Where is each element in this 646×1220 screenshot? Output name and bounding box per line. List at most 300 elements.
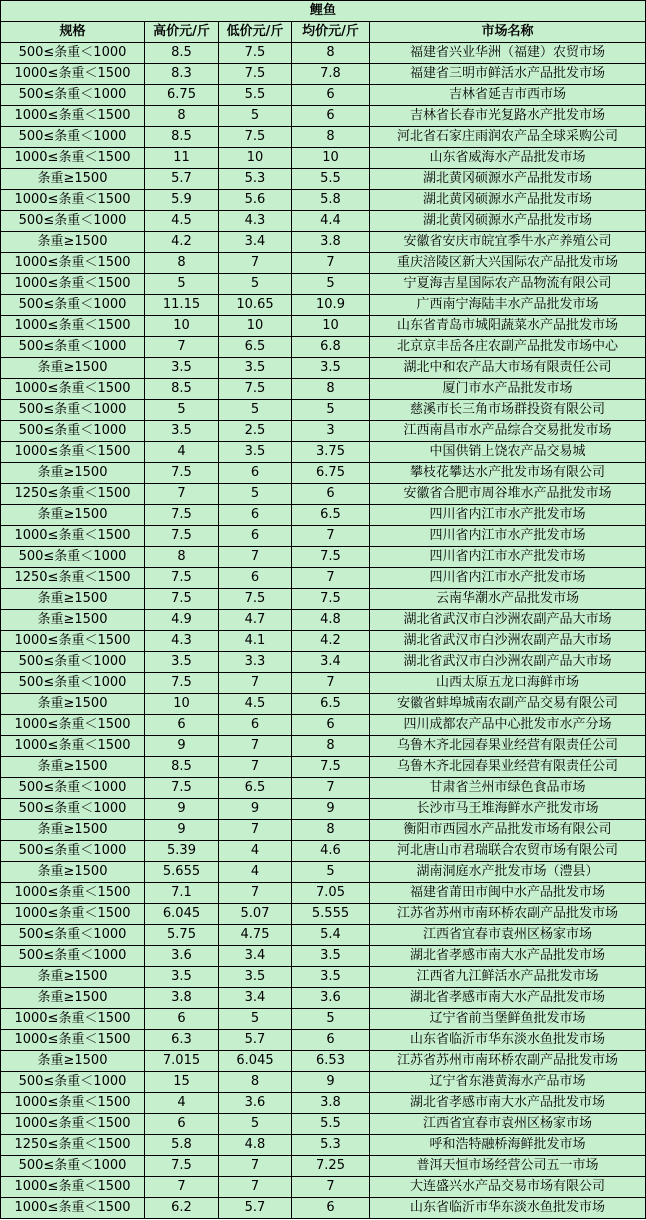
spec-cell: 条重≥1500: [1, 1051, 145, 1072]
low-price-cell: 6: [219, 526, 292, 547]
market-name-cell: 呼和浩特融桥海鲜批发市场: [370, 1135, 646, 1156]
avg-price-cell: 6: [292, 1198, 370, 1219]
avg-price-cell: 3.6: [292, 988, 370, 1009]
table-row: [1, 505, 646, 526]
spec-cell: 500≤条重＜1000: [1, 673, 145, 694]
high-price-cell: 10: [145, 694, 219, 715]
low-price-cell: 6: [219, 568, 292, 589]
table-row: [1, 1114, 646, 1135]
high-price-cell: 8.5: [145, 379, 219, 400]
avg-price-cell: 7: [292, 526, 370, 547]
spec-cell: 500≤条重＜1000: [1, 211, 145, 232]
low-price-cell: 6.045: [219, 1051, 292, 1072]
high-price-cell: 8.5: [145, 127, 219, 148]
market-name-cell: 云南华潮水产品批发市场: [370, 589, 646, 610]
low-price-cell: 7.5: [219, 64, 292, 85]
avg-price-cell: 5.5: [292, 169, 370, 190]
avg-price-cell: 5: [292, 274, 370, 295]
high-price-cell: 7.1: [145, 883, 219, 904]
table-row: [1, 274, 646, 295]
table-row: [1, 1198, 646, 1219]
table-row: [1, 673, 646, 694]
low-price-cell: 7: [219, 673, 292, 694]
high-price-cell: 3.5: [145, 967, 219, 988]
avg-price-cell: 3.5: [292, 946, 370, 967]
table-row: [1, 64, 646, 85]
low-price-cell: 3.4: [219, 232, 292, 253]
spec-cell: 500≤条重＜1000: [1, 925, 145, 946]
avg-price-cell: 7: [292, 1177, 370, 1198]
market-name-cell: 安徽省合肥市周谷堆水产品批发市场: [370, 484, 646, 505]
market-name-cell: 湖北黄冈硕源水产品批发市场: [370, 211, 646, 232]
spec-cell: 500≤条重＜1000: [1, 85, 145, 106]
avg-price-cell: 7.5: [292, 547, 370, 568]
low-price-cell: 5: [219, 1009, 292, 1030]
avg-price-cell: 3.4: [292, 652, 370, 673]
avg-price-cell: 5: [292, 862, 370, 883]
avg-price-cell: 6.5: [292, 694, 370, 715]
low-price-cell: 5: [219, 1114, 292, 1135]
low-price-cell: 10.65: [219, 295, 292, 316]
spec-cell: 1000≤条重＜1500: [1, 274, 145, 295]
spec-cell: 500≤条重＜1000: [1, 547, 145, 568]
low-price-cell: 7: [219, 547, 292, 568]
high-price-cell: 6: [145, 715, 219, 736]
low-price-cell: 3.3: [219, 652, 292, 673]
avg-price-cell: 8: [292, 43, 370, 64]
high-price-cell: 7.5: [145, 673, 219, 694]
market-name-cell: 江西省宜春市袁州区杨家市场: [370, 1114, 646, 1135]
low-price-cell: 5: [219, 400, 292, 421]
spec-cell: 条重≥1500: [1, 169, 145, 190]
high-price-cell: 6: [145, 1009, 219, 1030]
low-price-cell: 6.5: [219, 337, 292, 358]
market-name-cell: 四川成都农产品中心批发市水产分场: [370, 715, 646, 736]
low-price-cell: 3.5: [219, 358, 292, 379]
low-price-cell: 4.1: [219, 631, 292, 652]
high-price-cell: 3.6: [145, 946, 219, 967]
table-row: [1, 1072, 646, 1093]
avg-price-cell: 8: [292, 127, 370, 148]
avg-price-cell: 4.4: [292, 211, 370, 232]
avg-price-cell: 3.8: [292, 1093, 370, 1114]
low-price-cell: 7: [219, 883, 292, 904]
high-price-cell: 4: [145, 442, 219, 463]
table-row: [1, 148, 646, 169]
spec-cell: 1000≤条重＜1500: [1, 1198, 145, 1219]
market-name-cell: 甘肃省兰州市绿色食品市场: [370, 778, 646, 799]
avg-price-cell: 7.25: [292, 1156, 370, 1177]
market-name-cell: 河北省石家庄雨润农产品全球采购公司: [370, 127, 646, 148]
market-name-cell: 湖南洞庭水产批发市场（澧县）: [370, 862, 646, 883]
avg-price-cell: 3.8: [292, 232, 370, 253]
avg-price-cell: 6: [292, 85, 370, 106]
spec-cell: 1000≤条重＜1500: [1, 316, 145, 337]
market-name-cell: 江西省宜春市袁州区杨家市场: [370, 925, 646, 946]
market-name-cell: 福建省三明市鲜活水产品批发市场: [370, 64, 646, 85]
avg-price-cell: 7: [292, 673, 370, 694]
market-name-cell: 辽宁省前当堡鲜鱼批发市场: [370, 1009, 646, 1030]
table-row: [1, 106, 646, 127]
market-name-cell: 衡阳市西园水产品批发市场有限公司: [370, 820, 646, 841]
high-price-cell: 9: [145, 799, 219, 820]
low-price-cell: 5.7: [219, 1198, 292, 1219]
market-name-cell: 吉林省延吉市西市场: [370, 85, 646, 106]
high-price-cell: 7.5: [145, 526, 219, 547]
low-price-cell: 7: [219, 757, 292, 778]
table-row: [1, 1051, 646, 1072]
market-name-cell: 湖北黄冈硕源水产品批发市场: [370, 190, 646, 211]
low-price-cell: 3.4: [219, 988, 292, 1009]
table-row: [1, 925, 646, 946]
high-price-cell: 7.5: [145, 505, 219, 526]
table-row: [1, 946, 646, 967]
avg-price-cell: 4.6: [292, 841, 370, 862]
market-name-cell: 湖北省武汉市白沙洲农副产品大市场: [370, 652, 646, 673]
low-price-cell: 7.5: [219, 589, 292, 610]
low-price-cell: 2.5: [219, 421, 292, 442]
avg-price-cell: 8: [292, 820, 370, 841]
high-price-cell: 6.2: [145, 1198, 219, 1219]
spec-cell: 500≤条重＜1000: [1, 127, 145, 148]
high-price-cell: 5.9: [145, 190, 219, 211]
spec-cell: 1000≤条重＜1500: [1, 1009, 145, 1030]
table-row: [1, 610, 646, 631]
market-name-cell: 宁夏海吉星国际农产品物流有限公司: [370, 274, 646, 295]
table-body: [1, 43, 646, 1219]
high-price-cell: 5: [145, 400, 219, 421]
table-row: [1, 589, 646, 610]
table-row: [1, 400, 646, 421]
avg-price-cell: 3.5: [292, 967, 370, 988]
high-price-cell: 8: [145, 253, 219, 274]
market-name-cell: 山东省威海水产品批发市场: [370, 148, 646, 169]
market-name-cell: 福建省兴业华洲（福建）农贸市场: [370, 43, 646, 64]
high-price-cell: 9: [145, 820, 219, 841]
avg-price-cell: 5.8: [292, 190, 370, 211]
avg-price-cell: 9: [292, 1072, 370, 1093]
avg-price-cell: 8: [292, 379, 370, 400]
low-price-cell: 10: [219, 316, 292, 337]
table-row: [1, 358, 646, 379]
table-row: [1, 337, 646, 358]
spec-cell: 1000≤条重＜1500: [1, 148, 145, 169]
high-price-cell: 7.015: [145, 1051, 219, 1072]
low-price-cell: 5.07: [219, 904, 292, 925]
low-price-cell: 4.5: [219, 694, 292, 715]
table-row: [1, 127, 646, 148]
market-name-cell: 湖北省武汉市白沙洲农副产品大市场: [370, 631, 646, 652]
high-price-cell: 8: [145, 547, 219, 568]
market-name-cell: 江西南昌市水产品综合交易批发市场: [370, 421, 646, 442]
high-price-cell: 11.15: [145, 295, 219, 316]
low-price-cell: 7.5: [219, 127, 292, 148]
low-price-cell: 7: [219, 1177, 292, 1198]
avg-price-cell: 5: [292, 400, 370, 421]
high-price-cell: 6.75: [145, 85, 219, 106]
table-row: [1, 421, 646, 442]
market-name-cell: 重庆涪陵区新大兴国际农产品批发市场: [370, 253, 646, 274]
avg-price-cell: 3.75: [292, 442, 370, 463]
high-price-cell: 5: [145, 274, 219, 295]
avg-price-cell: 7: [292, 568, 370, 589]
spec-cell: 500≤条重＜1000: [1, 295, 145, 316]
table-row: [1, 841, 646, 862]
low-price-cell: 4: [219, 862, 292, 883]
high-price-cell: 10: [145, 316, 219, 337]
market-name-cell: 普洱天恒市场经营公司五一市场: [370, 1156, 646, 1177]
low-price-cell: 4.8: [219, 1135, 292, 1156]
market-name-cell: 厦门市水产品批发市场: [370, 379, 646, 400]
low-price-cell: 5: [219, 484, 292, 505]
high-price-cell: 8: [145, 106, 219, 127]
market-name-cell: 辽宁省东港黄海水产品市场: [370, 1072, 646, 1093]
spec-cell: 1000≤条重＜1500: [1, 1093, 145, 1114]
market-name-cell: 四川省内江市水产批发市场: [370, 505, 646, 526]
market-name-cell: 四川省内江市水产批发市场: [370, 568, 646, 589]
market-name-cell: 湖北中和农产品大市场有限责任公司: [370, 358, 646, 379]
low-price-cell: 4.7: [219, 610, 292, 631]
avg-price-cell: 5.4: [292, 925, 370, 946]
low-price-cell: 5.7: [219, 1030, 292, 1051]
table-row: [1, 736, 646, 757]
header-row: [1, 22, 646, 43]
market-name-cell: 乌鲁木齐北园春果业经营有限责任公司: [370, 757, 646, 778]
high-price-cell: 7: [145, 337, 219, 358]
avg-price-cell: 4.2: [292, 631, 370, 652]
market-name-cell: 安徽省安庆市皖宜季牛水产养殖公司: [370, 232, 646, 253]
table-row: [1, 379, 646, 400]
low-price-cell: 7.5: [219, 43, 292, 64]
spec-cell: 500≤条重＜1000: [1, 799, 145, 820]
spec-cell: 1000≤条重＜1500: [1, 1114, 145, 1135]
avg-price-cell: 6: [292, 715, 370, 736]
table-row: [1, 43, 646, 64]
spec-cell: 1000≤条重＜1500: [1, 904, 145, 925]
low-price-cell: 3.5: [219, 967, 292, 988]
avg-price-cell: 9: [292, 799, 370, 820]
market-name-cell: 湖北省孝感市南大水产品批发市场: [370, 946, 646, 967]
spec-cell: 1000≤条重＜1500: [1, 1177, 145, 1198]
spec-cell: 条重≥1500: [1, 988, 145, 1009]
header-high-price: 高价元/斤: [145, 22, 219, 43]
table-row: [1, 862, 646, 883]
avg-price-cell: 5.5: [292, 1114, 370, 1135]
low-price-cell: 4: [219, 841, 292, 862]
market-name-cell: 慈溪市长三角市场群投资有限公司: [370, 400, 646, 421]
low-price-cell: 7: [219, 253, 292, 274]
low-price-cell: 7: [219, 736, 292, 757]
low-price-cell: 4.3: [219, 211, 292, 232]
low-price-cell: 6: [219, 505, 292, 526]
market-name-cell: 大连盛兴水产品交易市场有限公司: [370, 1177, 646, 1198]
low-price-cell: 7: [219, 820, 292, 841]
market-name-cell: 四川省内江市水产批发市场: [370, 547, 646, 568]
table-row: [1, 484, 646, 505]
spec-cell: 条重≥1500: [1, 589, 145, 610]
spec-cell: 1000≤条重＜1500: [1, 190, 145, 211]
high-price-cell: 11: [145, 148, 219, 169]
spec-cell: 1000≤条重＜1500: [1, 64, 145, 85]
high-price-cell: 9: [145, 736, 219, 757]
low-price-cell: 6.5: [219, 778, 292, 799]
low-price-cell: 3.6: [219, 1093, 292, 1114]
spec-cell: 1000≤条重＜1500: [1, 379, 145, 400]
high-price-cell: 5.8: [145, 1135, 219, 1156]
table-row: [1, 442, 646, 463]
spec-cell: 500≤条重＜1000: [1, 946, 145, 967]
avg-price-cell: 5.3: [292, 1135, 370, 1156]
market-name-cell: 北京京丰岳各庄农副产品批发市场中心: [370, 337, 646, 358]
avg-price-cell: 10: [292, 316, 370, 337]
market-name-cell: 河北唐山市君瑞联合农贸市场有限公司: [370, 841, 646, 862]
high-price-cell: 15: [145, 1072, 219, 1093]
spec-cell: 1250≤条重＜1500: [1, 1135, 145, 1156]
low-price-cell: 3.5: [219, 442, 292, 463]
title-row: [1, 1, 646, 22]
table-row: [1, 568, 646, 589]
spec-cell: 条重≥1500: [1, 232, 145, 253]
market-name-cell: 湖北黄冈硕源水产品批发市场: [370, 169, 646, 190]
avg-price-cell: 10: [292, 148, 370, 169]
market-name-cell: 湖北省武汉市白沙洲农副产品大市场: [370, 610, 646, 631]
market-name-cell: 广西南宁海陆丰水产品批发市场: [370, 295, 646, 316]
low-price-cell: 9: [219, 799, 292, 820]
spec-cell: 500≤条重＜1000: [1, 652, 145, 673]
table-row: [1, 883, 646, 904]
spec-cell: 条重≥1500: [1, 358, 145, 379]
market-name-cell: 江苏省苏州市南环桥农副产品批发市场: [370, 904, 646, 925]
table-row: [1, 1030, 646, 1051]
market-name-cell: 江西省九江鲜活水产品批发市场: [370, 967, 646, 988]
market-name-cell: 山西太原五龙口海鲜市场: [370, 673, 646, 694]
market-name-cell: 乌鲁木齐北园春果业经营有限责任公司: [370, 736, 646, 757]
market-name-cell: 安徽省蚌埠城南农副产品交易有限公司: [370, 694, 646, 715]
spec-cell: 1250≤条重＜1500: [1, 484, 145, 505]
avg-price-cell: 7.8: [292, 64, 370, 85]
avg-price-cell: 7: [292, 253, 370, 274]
table-row: [1, 211, 646, 232]
low-price-cell: 5.3: [219, 169, 292, 190]
high-price-cell: 4: [145, 1093, 219, 1114]
low-price-cell: 5: [219, 106, 292, 127]
spec-cell: 500≤条重＜1000: [1, 1072, 145, 1093]
table-row: [1, 715, 646, 736]
spec-cell: 条重≥1500: [1, 820, 145, 841]
high-price-cell: 5.7: [145, 169, 219, 190]
table-row: [1, 253, 646, 274]
high-price-cell: 7.5: [145, 463, 219, 484]
spec-cell: 1250≤条重＜1500: [1, 568, 145, 589]
table-title: 鲤鱼: [1, 1, 646, 22]
table-row: [1, 757, 646, 778]
spec-cell: 500≤条重＜1000: [1, 421, 145, 442]
low-price-cell: 6: [219, 715, 292, 736]
market-name-cell: 湖北省孝感市南大水产品批发市场: [370, 1093, 646, 1114]
spec-cell: 1000≤条重＜1500: [1, 736, 145, 757]
high-price-cell: 6: [145, 1114, 219, 1135]
low-price-cell: 6: [219, 463, 292, 484]
table-row: [1, 169, 646, 190]
table-row: [1, 1009, 646, 1030]
table-row: [1, 232, 646, 253]
spec-cell: 1000≤条重＜1500: [1, 106, 145, 127]
market-name-cell: 山东省临沂市华东淡水鱼批发市场: [370, 1030, 646, 1051]
header-avg-price: 均价元/斤: [292, 22, 370, 43]
avg-price-cell: 3: [292, 421, 370, 442]
market-name-cell: 山东省青岛市城阳蔬菜水产品批发市场: [370, 316, 646, 337]
market-name-cell: 四川省内江市水产批发市场: [370, 526, 646, 547]
avg-price-cell: 8: [292, 736, 370, 757]
high-price-cell: 8.5: [145, 43, 219, 64]
table-row: [1, 1156, 646, 1177]
avg-price-cell: 7.05: [292, 883, 370, 904]
table-row: [1, 295, 646, 316]
avg-price-cell: 6.75: [292, 463, 370, 484]
header-spec: 规格: [1, 22, 145, 43]
high-price-cell: 7.5: [145, 1156, 219, 1177]
avg-price-cell: 4.8: [292, 610, 370, 631]
table-row: [1, 190, 646, 211]
low-price-cell: 7: [219, 1156, 292, 1177]
spec-cell: 500≤条重＜1000: [1, 778, 145, 799]
avg-price-cell: 10.9: [292, 295, 370, 316]
table-row: [1, 652, 646, 673]
avg-price-cell: 7.5: [292, 757, 370, 778]
high-price-cell: 4.2: [145, 232, 219, 253]
high-price-cell: 3.5: [145, 652, 219, 673]
high-price-cell: 5.39: [145, 841, 219, 862]
table-row: [1, 1177, 646, 1198]
table-row: [1, 631, 646, 652]
avg-price-cell: 5.555: [292, 904, 370, 925]
spec-cell: 1000≤条重＜1500: [1, 631, 145, 652]
avg-price-cell: 6: [292, 106, 370, 127]
low-price-cell: 3.4: [219, 946, 292, 967]
low-price-cell: 7.5: [219, 379, 292, 400]
spec-cell: 1000≤条重＜1500: [1, 526, 145, 547]
table-row: [1, 967, 646, 988]
table-row: [1, 526, 646, 547]
table-row: [1, 904, 646, 925]
spec-cell: 条重≥1500: [1, 505, 145, 526]
low-price-cell: 5: [219, 274, 292, 295]
high-price-cell: 3.5: [145, 358, 219, 379]
spec-cell: 500≤条重＜1000: [1, 400, 145, 421]
table-row: [1, 820, 646, 841]
market-name-cell: 吉林省长春市光复路水产批发市场: [370, 106, 646, 127]
low-price-cell: 10: [219, 148, 292, 169]
market-name-cell: 山东省临沂市华东淡水鱼批发市场: [370, 1198, 646, 1219]
high-price-cell: 4.9: [145, 610, 219, 631]
avg-price-cell: 6: [292, 484, 370, 505]
high-price-cell: 7.5: [145, 778, 219, 799]
spec-cell: 条重≥1500: [1, 610, 145, 631]
spec-cell: 1000≤条重＜1500: [1, 883, 145, 904]
table-row: [1, 316, 646, 337]
header-low-price: 低价元/斤: [219, 22, 292, 43]
avg-price-cell: 6: [292, 1030, 370, 1051]
high-price-cell: 3.5: [145, 421, 219, 442]
avg-price-cell: 6.53: [292, 1051, 370, 1072]
high-price-cell: 6.045: [145, 904, 219, 925]
table-row: [1, 463, 646, 484]
low-price-cell: 5.6: [219, 190, 292, 211]
spec-cell: 500≤条重＜1000: [1, 337, 145, 358]
table-row: [1, 1135, 646, 1156]
high-price-cell: 5.655: [145, 862, 219, 883]
avg-price-cell: 3.5: [292, 358, 370, 379]
